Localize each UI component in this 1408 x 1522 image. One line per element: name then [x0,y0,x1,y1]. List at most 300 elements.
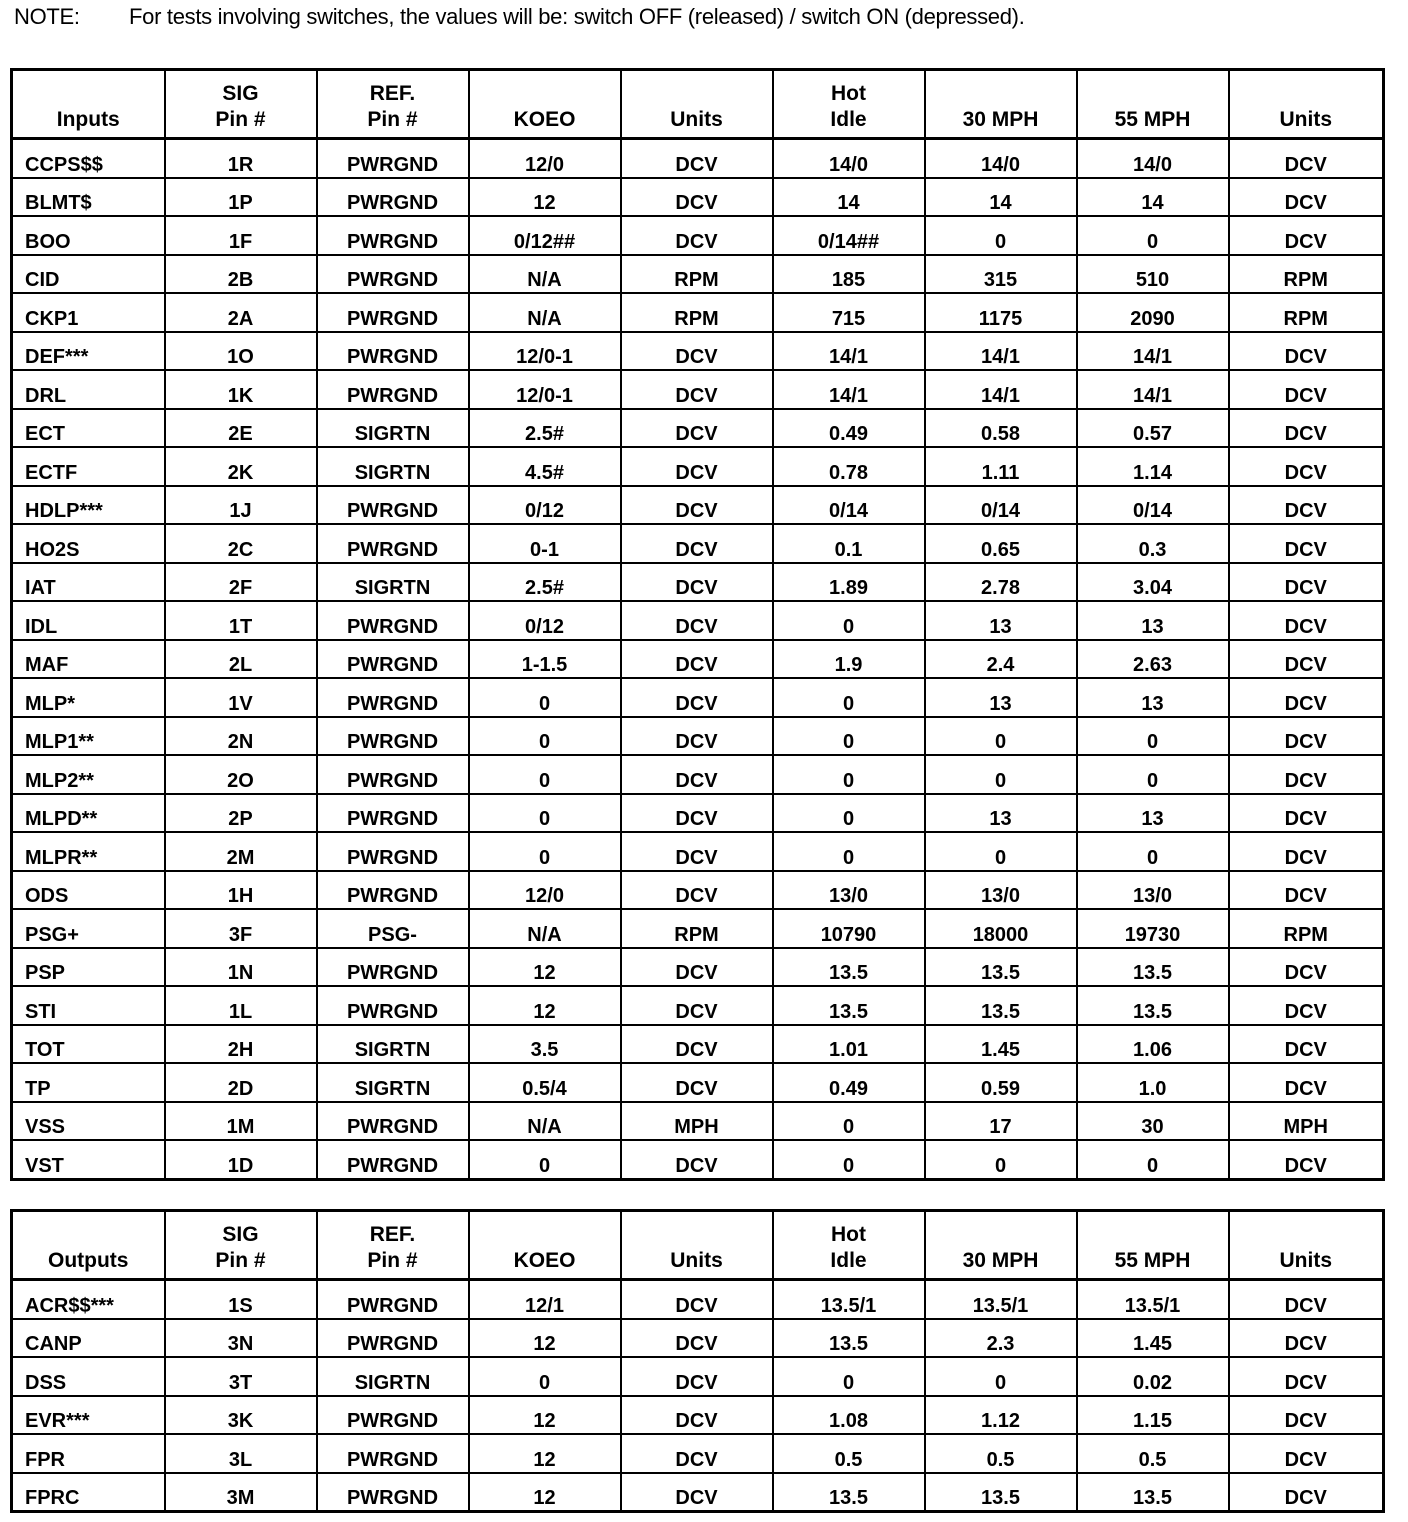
table-row [12,486,1384,525]
cell-ref-pin: SIGRTN [317,447,469,486]
cell-koeo: 12/0 [469,139,621,178]
cell-hot-idle: 1.01 [773,1025,925,1064]
cell-hot-idle: 0 [773,1140,925,1179]
column-header-mph-55 [1077,1211,1229,1280]
cell-units-2: DCV [1229,409,1384,448]
table-row [12,678,1384,717]
table-row [12,909,1384,948]
cell-koeo: 12 [469,986,621,1025]
cell-mph-55: 19730 [1077,909,1229,948]
cell-ref-pin: PWRGND [317,1434,469,1473]
cell-units: DCV [621,178,773,217]
cell-sig-pin: 2N [165,717,317,756]
cell-ref-pin: PWRGND [317,1280,469,1319]
cell-hot-idle: 13.5 [773,1473,925,1512]
cell-units: DCV [621,139,773,178]
cell-units-2: DCV [1229,1025,1384,1064]
cell-sig-pin: 2E [165,409,317,448]
cell-hot-idle: 1.89 [773,563,925,602]
cell-signal-name: HO2S [12,524,165,563]
cell-mph-55: 1.06 [1077,1025,1229,1064]
cell-koeo: 1-1.5 [469,640,621,679]
cell-signal-name: ECT [12,409,165,448]
cell-units: DCV [621,717,773,756]
cell-signal-name: STI [12,986,165,1025]
cell-sig-pin: 1N [165,948,317,987]
cell-sig-pin: 2P [165,794,317,833]
cell-ref-pin: PWRGND [317,486,469,525]
cell-hot-idle: 0 [773,717,925,756]
cell-mph-30: 1.12 [925,1396,1077,1435]
cell-units: DCV [621,486,773,525]
header-line-2: 30 MPH [962,1249,1039,1272]
cell-units-2: DCV [1229,447,1384,486]
cell-ref-pin: PWRGND [317,678,469,717]
cell-sig-pin: 1V [165,678,317,717]
cell-units-2: DCV [1229,1434,1384,1473]
cell-signal-name: FPR [12,1434,165,1473]
cell-ref-pin: PSG- [317,909,469,948]
cell-koeo: 0/12## [469,216,621,255]
cell-mph-55: 14/0 [1077,139,1229,178]
cell-units: DCV [621,832,773,871]
cell-ref-pin: PWRGND [317,1140,469,1179]
table-row [12,755,1384,794]
cell-hot-idle: 13.5 [773,1319,925,1358]
cell-units-2: DCV [1229,1473,1384,1512]
cell-ref-pin: PWRGND [317,139,469,178]
cell-units-2: DCV [1229,1357,1384,1396]
cell-mph-55: 13 [1077,794,1229,833]
cell-koeo: 12 [469,1473,621,1512]
cell-mph-55: 13.5 [1077,1473,1229,1512]
cell-koeo: 12/1 [469,1280,621,1319]
cell-signal-name: DSS [12,1357,165,1396]
cell-mph-55: 14/1 [1077,370,1229,409]
cell-sig-pin: 1P [165,178,317,217]
column-header-sig-pin [165,1211,317,1280]
cell-hot-idle: 0 [773,1357,925,1396]
table-row [12,139,1384,178]
cell-signal-name: VSS [12,1102,165,1141]
cell-koeo: 0 [469,1140,621,1179]
note-text: For tests involving switches, the values will be: switch OFF (released) / switch ON (depressed). [129,4,1025,29]
cell-mph-30: 0.65 [925,524,1077,563]
cell-signal-name: CANP [12,1319,165,1358]
cell-signal-name: MLP2** [12,755,165,794]
cell-sig-pin: 2H [165,1025,317,1064]
cell-mph-55: 1.14 [1077,447,1229,486]
cell-hot-idle: 0/14## [773,216,925,255]
cell-sig-pin: 1J [165,486,317,525]
cell-units: DCV [621,1357,773,1396]
cell-units: DCV [621,1473,773,1512]
cell-sig-pin: 1T [165,601,317,640]
cell-units-2: DCV [1229,1280,1384,1319]
cell-mph-55: 13/0 [1077,871,1229,910]
table-row [12,524,1384,563]
cell-mph-30: 2.4 [925,640,1077,679]
header-line-1: Hot [831,1223,866,1246]
cell-ref-pin: PWRGND [317,871,469,910]
cell-mph-30: 13/0 [925,871,1077,910]
cell-hot-idle: 10790 [773,909,925,948]
cell-mph-30: 14/0 [925,139,1077,178]
cell-koeo: 12/0-1 [469,332,621,371]
cell-units: DCV [621,678,773,717]
cell-units: DCV [621,1280,773,1319]
cell-ref-pin: PWRGND [317,640,469,679]
cell-units: DCV [621,216,773,255]
cell-units-2: DCV [1229,678,1384,717]
cell-mph-55: 0.57 [1077,409,1229,448]
cell-signal-name: ACR$$*** [12,1280,165,1319]
cell-signal-name: TOT [12,1025,165,1064]
column-header-mph-30 [925,1211,1077,1280]
cell-mph-30: 0.59 [925,1063,1077,1102]
cell-hot-idle: 0 [773,832,925,871]
cell-hot-idle: 0.1 [773,524,925,563]
cell-mph-55: 14/1 [1077,332,1229,371]
cell-koeo: 12 [469,1319,621,1358]
cell-ref-pin: PWRGND [317,986,469,1025]
cell-mph-55: 0 [1077,1140,1229,1179]
header-line-2: Pin # [367,1249,418,1272]
cell-mph-55: 510 [1077,255,1229,294]
cell-ref-pin: PWRGND [317,1102,469,1141]
cell-mph-55: 0.5 [1077,1434,1229,1473]
cell-mph-30: 13 [925,601,1077,640]
table-row [12,1063,1384,1102]
cell-signal-name: MLP* [12,678,165,717]
header-line-2: Units [670,108,723,131]
cell-units: DCV [621,1140,773,1179]
cell-signal-name: CKP1 [12,293,165,332]
cell-units: DCV [621,332,773,371]
cell-ref-pin: PWRGND [317,370,469,409]
cell-sig-pin: 1O [165,332,317,371]
cell-sig-pin: 1L [165,986,317,1025]
table-row [12,255,1384,294]
cell-mph-55: 14 [1077,178,1229,217]
cell-signal-name: ODS [12,871,165,910]
table-row [12,447,1384,486]
cell-mph-55: 0/14 [1077,486,1229,525]
cell-hot-idle: 0.78 [773,447,925,486]
cell-units-2: DCV [1229,563,1384,602]
cell-sig-pin: 2M [165,832,317,871]
cell-mph-30: 13 [925,678,1077,717]
cell-mph-55: 2090 [1077,293,1229,332]
cell-sig-pin: 2D [165,1063,317,1102]
header-line-2: Units [1279,108,1332,131]
cell-units: DCV [621,948,773,987]
cell-units-2: RPM [1229,909,1384,948]
cell-hot-idle: 0.5 [773,1434,925,1473]
inputs-table [10,68,1385,1181]
cell-signal-name: CID [12,255,165,294]
cell-sig-pin: 2O [165,755,317,794]
header-line-1: SIG [222,1223,259,1246]
cell-mph-30: 1.11 [925,447,1077,486]
cell-signal-name: PSP [12,948,165,987]
cell-signal-name: VST [12,1140,165,1179]
cell-units-2: DCV [1229,524,1384,563]
cell-signal-name: DRL [12,370,165,409]
cell-units: DCV [621,1434,773,1473]
cell-ref-pin: PWRGND [317,717,469,756]
header-line-2: Pin # [215,108,266,131]
cell-sig-pin: 3K [165,1396,317,1435]
cell-units: DCV [621,563,773,602]
outputs-table [10,1209,1385,1513]
cell-units: DCV [621,409,773,448]
cell-mph-55: 1.15 [1077,1396,1229,1435]
cell-mph-30: 18000 [925,909,1077,948]
cell-mph-30: 0 [925,1140,1077,1179]
cell-koeo: N/A [469,909,621,948]
cell-units-2: DCV [1229,216,1384,255]
table-row [12,1319,1384,1358]
cell-mph-30: 13.5 [925,948,1077,987]
cell-signal-name: MLPD** [12,794,165,833]
cell-koeo: 0/12 [469,486,621,525]
column-header-koeo [469,1211,621,1280]
table-row [12,1280,1384,1319]
cell-ref-pin: PWRGND [317,178,469,217]
cell-sig-pin: 2C [165,524,317,563]
cell-units: DCV [621,524,773,563]
cell-mph-30: 315 [925,255,1077,294]
column-header-signal-name [12,70,165,139]
cell-units: DCV [621,871,773,910]
table-row [12,1434,1384,1473]
header-line-2: KOEO [513,108,576,131]
cell-mph-55: 30 [1077,1102,1229,1141]
table-row [12,640,1384,679]
column-header-mph-55 [1077,70,1229,139]
column-header-signal-name [12,1211,165,1280]
cell-hot-idle: 1.9 [773,640,925,679]
cell-ref-pin: SIGRTN [317,1063,469,1102]
cell-mph-30: 13.5/1 [925,1280,1077,1319]
cell-koeo: 0-1 [469,524,621,563]
cell-signal-name: IAT [12,563,165,602]
cell-hot-idle: 14/0 [773,139,925,178]
header-line-2: 55 MPH [1114,1249,1191,1272]
cell-hot-idle: 13/0 [773,871,925,910]
cell-ref-pin: SIGRTN [317,1357,469,1396]
cell-hot-idle: 13.5 [773,948,925,987]
cell-mph-30: 13.5 [925,986,1077,1025]
cell-hot-idle: 0/14 [773,486,925,525]
cell-signal-name: ECTF [12,447,165,486]
cell-units-2: DCV [1229,948,1384,987]
cell-hot-idle: 13.5/1 [773,1280,925,1319]
cell-ref-pin: SIGRTN [317,409,469,448]
cell-mph-30: 0 [925,755,1077,794]
table-row [12,409,1384,448]
table-row [12,293,1384,332]
cell-sig-pin: 3N [165,1319,317,1358]
cell-mph-30: 2.78 [925,563,1077,602]
cell-mph-30: 14/1 [925,332,1077,371]
cell-ref-pin: PWRGND [317,524,469,563]
cell-units-2: DCV [1229,832,1384,871]
cell-mph-30: 14/1 [925,370,1077,409]
column-header-mph-30 [925,70,1077,139]
cell-units: DCV [621,794,773,833]
column-header-hot-idle [773,70,925,139]
cell-signal-name: MLPR** [12,832,165,871]
cell-ref-pin: SIGRTN [317,563,469,602]
cell-sig-pin: 2F [165,563,317,602]
cell-ref-pin: PWRGND [317,601,469,640]
cell-mph-55: 13.5/1 [1077,1280,1229,1319]
cell-mph-30: 0 [925,717,1077,756]
cell-koeo: 12 [469,948,621,987]
cell-ref-pin: PWRGND [317,293,469,332]
cell-koeo: 0 [469,1357,621,1396]
cell-hot-idle: 0 [773,601,925,640]
column-header-units-2 [1229,1211,1384,1280]
cell-ref-pin: PWRGND [317,832,469,871]
cell-sig-pin: 1R [165,139,317,178]
cell-mph-55: 1.0 [1077,1063,1229,1102]
note-label: NOTE: [14,4,80,29]
cell-units-2: DCV [1229,332,1384,371]
cell-ref-pin: PWRGND [317,1319,469,1358]
cell-units: MPH [621,1102,773,1141]
cell-signal-name: PSG+ [12,909,165,948]
column-header-sig-pin [165,70,317,139]
cell-sig-pin: 3L [165,1434,317,1473]
cell-units-2: RPM [1229,255,1384,294]
cell-koeo: 12 [469,1396,621,1435]
cell-sig-pin: 3T [165,1357,317,1396]
header-line-2: Pin # [367,108,418,131]
cell-signal-name: TP [12,1063,165,1102]
cell-sig-pin: 1M [165,1102,317,1141]
cell-units-2: DCV [1229,755,1384,794]
cell-koeo: 4.5# [469,447,621,486]
cell-signal-name: BLMT$ [12,178,165,217]
cell-koeo: 12/0-1 [469,370,621,409]
cell-ref-pin: PWRGND [317,755,469,794]
cell-mph-30: 1.45 [925,1025,1077,1064]
cell-hot-idle: 14/1 [773,370,925,409]
table-row [12,1140,1384,1179]
cell-koeo: 0 [469,678,621,717]
cell-signal-name: MAF [12,640,165,679]
table-row [12,1357,1384,1396]
cell-units: RPM [621,909,773,948]
header-line-2: 55 MPH [1114,108,1191,131]
cell-units-2: DCV [1229,1396,1384,1435]
cell-sig-pin: 1K [165,370,317,409]
cell-units: DCV [621,1063,773,1102]
cell-units: DCV [621,447,773,486]
cell-units: DCV [621,755,773,794]
cell-units: RPM [621,293,773,332]
cell-koeo: 12 [469,1434,621,1473]
cell-hot-idle: 185 [773,255,925,294]
cell-units: DCV [621,1319,773,1358]
table-row [12,832,1384,871]
cell-koeo: N/A [469,1102,621,1141]
cell-mph-55: 13 [1077,678,1229,717]
cell-units-2: DCV [1229,601,1384,640]
cell-mph-30: 1175 [925,293,1077,332]
column-header-units-2 [1229,70,1384,139]
table-row [12,332,1384,371]
cell-signal-name: DEF*** [12,332,165,371]
cell-mph-55: 1.45 [1077,1319,1229,1358]
header-line-2: Units [1279,1249,1332,1272]
cell-units: DCV [621,1396,773,1435]
column-header-hot-idle [773,1211,925,1280]
cell-hot-idle: 0 [773,794,925,833]
cell-koeo: 0.5/4 [469,1063,621,1102]
cell-hot-idle: 0 [773,678,925,717]
table-row [12,986,1384,1025]
header-line-2: Inputs [56,108,120,131]
table-row [12,216,1384,255]
cell-sig-pin: 2K [165,447,317,486]
cell-signal-name: MLP1** [12,717,165,756]
column-header-units [621,70,773,139]
cell-sig-pin: 2A [165,293,317,332]
column-header-ref-pin [317,1211,469,1280]
cell-mph-30: 0.58 [925,409,1077,448]
cell-units-2: DCV [1229,794,1384,833]
cell-units: RPM [621,255,773,294]
cell-signal-name: EVR*** [12,1396,165,1435]
column-header-ref-pin [317,70,469,139]
header-line-1: SIG [222,82,259,105]
cell-mph-55: 0.02 [1077,1357,1229,1396]
header-line-2: Pin # [215,1249,266,1272]
header-line-2: Units [670,1249,723,1272]
cell-mph-55: 13 [1077,601,1229,640]
cell-units-2: RPM [1229,293,1384,332]
cell-sig-pin: 1H [165,871,317,910]
cell-signal-name: CCPS$$ [12,139,165,178]
note [14,4,1025,30]
cell-koeo: N/A [469,293,621,332]
cell-koeo: 12/0 [469,871,621,910]
cell-sig-pin: 1F [165,216,317,255]
cell-ref-pin: PWRGND [317,216,469,255]
cell-mph-30: 14 [925,178,1077,217]
cell-units-2: DCV [1229,139,1384,178]
cell-units-2: DCV [1229,871,1384,910]
table-row [12,1473,1384,1512]
cell-hot-idle: 1.08 [773,1396,925,1435]
table-row [12,178,1384,217]
cell-koeo: 0 [469,755,621,794]
cell-ref-pin: PWRGND [317,948,469,987]
cell-sig-pin: 2B [165,255,317,294]
cell-mph-30: 0 [925,832,1077,871]
header-line-2: Idle [830,108,867,131]
cell-hot-idle: 0 [773,755,925,794]
cell-units: DCV [621,370,773,409]
header-line-2: Outputs [48,1249,129,1272]
cell-units-2: DCV [1229,986,1384,1025]
cell-units-2: DCV [1229,640,1384,679]
cell-ref-pin: PWRGND [317,1473,469,1512]
